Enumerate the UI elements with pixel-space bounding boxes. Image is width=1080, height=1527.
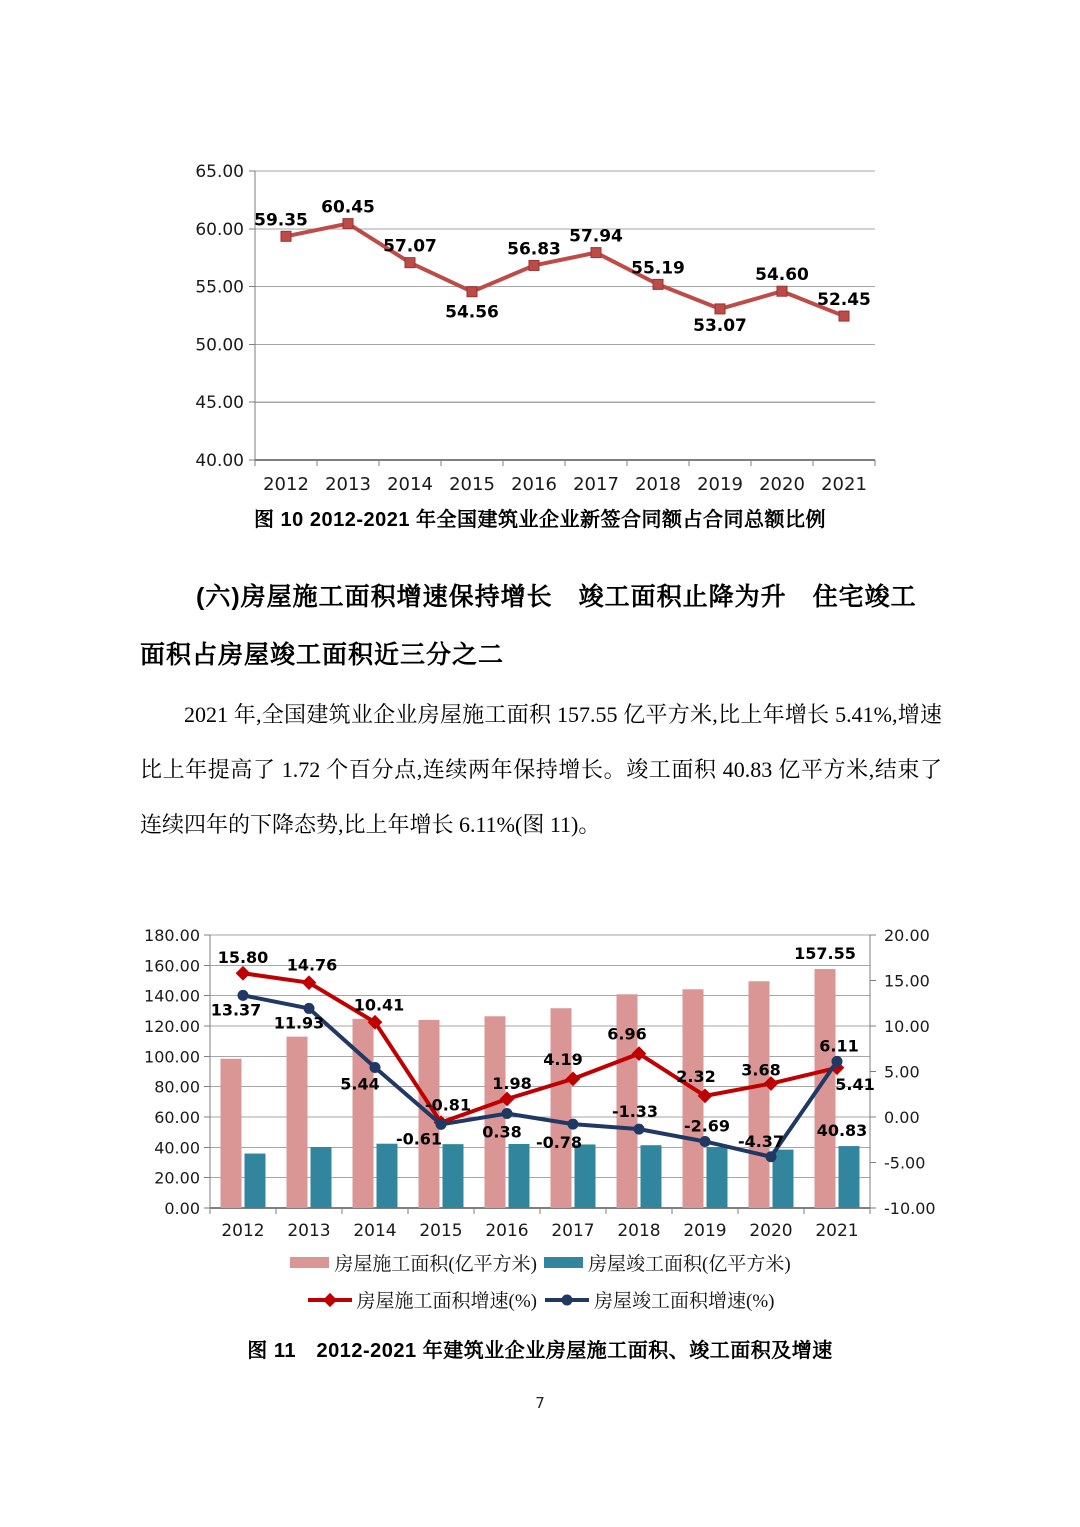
construction-area-bar — [353, 1019, 374, 1208]
square-marker-icon — [715, 304, 725, 314]
legend-item-construction-growth — [306, 1286, 537, 1313]
line-data-label: 6.11 — [819, 1036, 859, 1056]
left-axis-label: 20.00 — [154, 1168, 200, 1188]
right-axis-label: -10.00 — [884, 1199, 936, 1218]
x-axis-label: 2017 — [551, 1221, 595, 1241]
left-axis-label: 140.00 — [144, 986, 200, 1006]
completed-area-bar — [707, 1147, 728, 1208]
x-axis-label: 2015 — [419, 1221, 463, 1241]
bar-swatch-icon — [543, 1255, 585, 1270]
left-axis-label: 180.00 — [144, 926, 200, 945]
square-marker-icon — [405, 258, 415, 268]
line-data-label: 2.32 — [676, 1066, 716, 1086]
y-axis-label: 65.00 — [195, 162, 244, 182]
completed-area-bar — [377, 1144, 398, 1208]
x-axis-label: 2019 — [697, 474, 743, 495]
diamond-marker-icon — [236, 966, 251, 981]
data-label: 52.45 — [817, 290, 871, 311]
bar-data-label: 40.83 — [816, 1121, 868, 1141]
square-marker-icon — [591, 248, 601, 258]
data-label: 60.45 — [321, 197, 375, 218]
line-data-label: 5.41 — [835, 1074, 875, 1094]
line-data-label: 13.37 — [210, 1000, 262, 1020]
x-axis-label: 2015 — [449, 474, 495, 495]
construction-area-bar — [749, 981, 770, 1208]
line-data-label: 1.98 — [492, 1073, 532, 1093]
circle-marker-icon — [436, 1119, 447, 1130]
line-data-label: -0.61 — [395, 1129, 443, 1149]
legend-label-construction-growth: 房屋施工面积增速(%) — [356, 1291, 537, 1312]
completed-area-bar — [443, 1144, 464, 1208]
circle-marker-icon — [700, 1136, 711, 1147]
construction-area-swatch — [290, 1257, 329, 1268]
line-data-label: -1.33 — [611, 1102, 659, 1122]
right-axis-label: 10.00 — [884, 1017, 930, 1036]
completed-area-bar — [839, 1146, 860, 1208]
circle-marker-icon — [370, 1062, 381, 1073]
figure11-combo-chart — [140, 920, 950, 1242]
data-label: 57.07 — [383, 236, 437, 257]
circle-marker-icon — [502, 1108, 513, 1119]
line-data-label: 3.68 — [741, 1060, 781, 1080]
legend-label-completed-growth: 房屋竣工面积增速(%) — [594, 1291, 775, 1312]
construction-area-bar — [221, 1059, 242, 1208]
line-circle-swatch-icon — [543, 1292, 591, 1308]
y-axis-label: 45.00 — [195, 393, 244, 414]
line-data-label: -0.81 — [424, 1095, 472, 1115]
line-data-label: 0.38 — [482, 1122, 522, 1142]
data-label: 53.07 — [693, 315, 747, 336]
legend-item-completed-area — [543, 1249, 791, 1276]
construction-area-bar — [551, 1008, 572, 1208]
figure10-line-chart — [150, 160, 895, 505]
left-axis-label: 40.00 — [154, 1138, 200, 1158]
line-data-label: 11.93 — [273, 1013, 325, 1033]
legend-item-completed-growth — [543, 1286, 774, 1313]
circle-marker-icon — [304, 1003, 315, 1014]
legend-item-construction-area — [289, 1249, 537, 1276]
x-axis-label: 2017 — [573, 474, 619, 495]
x-axis-label: 2013 — [287, 1221, 331, 1241]
right-axis-label: 20.00 — [884, 926, 930, 945]
figure11-caption: 图 11 2012-2021 年建筑业企业房屋施工面积、竣工面积及增速 — [247, 1340, 833, 1362]
right-axis-label: 15.00 — [884, 971, 930, 991]
line-data-label: 15.80 — [217, 948, 269, 968]
completed-area-bar — [509, 1144, 530, 1208]
figure11-legend-row-lines — [0, 1286, 1080, 1313]
right-axis-label: -5.00 — [884, 1153, 926, 1173]
completed-area-bar — [641, 1145, 662, 1208]
x-axis-label: 2019 — [683, 1221, 727, 1241]
legend-label-construction-area: 房屋施工面积(亿平方米) — [334, 1254, 537, 1275]
data-label: 54.60 — [755, 265, 809, 286]
x-axis-label: 2016 — [485, 1221, 529, 1241]
square-marker-icon — [467, 287, 477, 297]
x-axis-label: 2018 — [635, 474, 681, 495]
line-data-label: -2.69 — [683, 1116, 731, 1136]
section-heading-line1: (六)房屋施工面积增速保持增长 竣工面积止降为升 住宅竣工 — [196, 583, 917, 611]
bar-swatch-icon — [289, 1255, 331, 1270]
circle-marker-icon — [238, 990, 249, 1001]
x-axis-label: 2014 — [353, 1221, 397, 1241]
bar-data-label: 157.55 — [794, 944, 856, 964]
data-label: 55.19 — [631, 258, 685, 279]
y-axis-label: 40.00 — [195, 451, 244, 471]
line-diamond-swatch-icon — [306, 1292, 354, 1308]
circle-marker-icon — [832, 1056, 843, 1067]
page-number: 7 — [535, 1394, 545, 1412]
figure10-caption: 图 10 2012-2021 年全国建筑业企业新签合同额占合同总额比例 — [253, 509, 827, 531]
left-axis-label: 0.00 — [164, 1199, 200, 1218]
x-axis-label: 2014 — [387, 474, 433, 495]
figure11-legend-row-bars — [0, 1249, 1080, 1276]
completed-area-bar — [311, 1147, 332, 1208]
square-marker-icon — [343, 219, 353, 229]
completed-area-swatch — [544, 1257, 583, 1268]
line-data-label: -0.78 — [535, 1133, 583, 1153]
line-data-label: 4.19 — [543, 1049, 583, 1069]
figure11-chart — [140, 920, 950, 1242]
completed-area-bar — [245, 1154, 266, 1208]
square-marker-icon — [529, 260, 539, 270]
x-axis-label: 2018 — [617, 1221, 661, 1241]
construction-area-bar — [683, 989, 704, 1208]
square-marker-icon — [281, 231, 291, 241]
data-label: 57.94 — [569, 226, 623, 247]
left-axis-label: 120.00 — [144, 1017, 200, 1036]
line-data-label: 14.76 — [286, 955, 338, 975]
y-axis-label: 50.00 — [195, 335, 244, 356]
construction-area-bar — [287, 1037, 308, 1208]
x-axis-label: 2012 — [221, 1221, 265, 1241]
right-axis-label: 5.00 — [884, 1062, 920, 1082]
completed-area-bar — [575, 1144, 596, 1208]
section-heading-line2: 面积占房屋竣工面积近三分之二 — [140, 641, 505, 669]
line-data-label: 10.41 — [353, 995, 405, 1015]
x-axis-label: 2016 — [511, 474, 557, 495]
x-axis-label: 2013 — [325, 474, 371, 495]
x-axis-label: 2020 — [759, 474, 805, 495]
line-data-label: -4.37 — [737, 1131, 785, 1151]
right-axis-label: 0.00 — [884, 1108, 920, 1127]
x-axis-label: 2021 — [821, 474, 867, 495]
square-marker-icon — [653, 279, 663, 289]
legend-label-completed-area: 房屋竣工面积(亿平方米) — [588, 1254, 791, 1275]
x-axis-label: 2020 — [749, 1221, 793, 1241]
square-marker-icon — [777, 286, 787, 296]
square-marker-icon — [839, 311, 849, 321]
line-data-label: 5.44 — [340, 1074, 380, 1094]
data-label: 59.35 — [254, 210, 308, 231]
data-label: 56.83 — [507, 239, 561, 260]
figure10-chart — [150, 160, 895, 505]
diamond-marker-icon — [322, 1292, 336, 1306]
left-axis-label: 100.00 — [144, 1047, 200, 1067]
data-label: 54.56 — [445, 302, 499, 323]
x-axis-label: 2021 — [815, 1221, 859, 1241]
circle-marker-icon — [766, 1151, 777, 1162]
body-paragraph: 2021 年,全国建筑业企业房屋施工面积 157.55 亿平方米,比上年增长 5.41%,增速比上年提高了 1.72 个百分点,连续两年保持增长。竣工面积 40.83 亿平方米,结束了连续四年的下降态势,比上年增长 6.11%(图 11)。 — [140, 702, 943, 837]
y-axis-label: 55.00 — [195, 277, 244, 298]
left-axis-label: 60.00 — [154, 1108, 200, 1127]
x-axis-label: 2012 — [263, 474, 309, 495]
circle-marker-icon — [562, 1294, 573, 1305]
y-axis-label: 60.00 — [195, 219, 244, 240]
left-axis-label: 80.00 — [154, 1077, 200, 1097]
line-data-label: 6.96 — [607, 1024, 647, 1044]
left-axis-label: 160.00 — [144, 956, 200, 976]
circle-marker-icon — [634, 1124, 645, 1135]
circle-marker-icon — [568, 1119, 579, 1130]
